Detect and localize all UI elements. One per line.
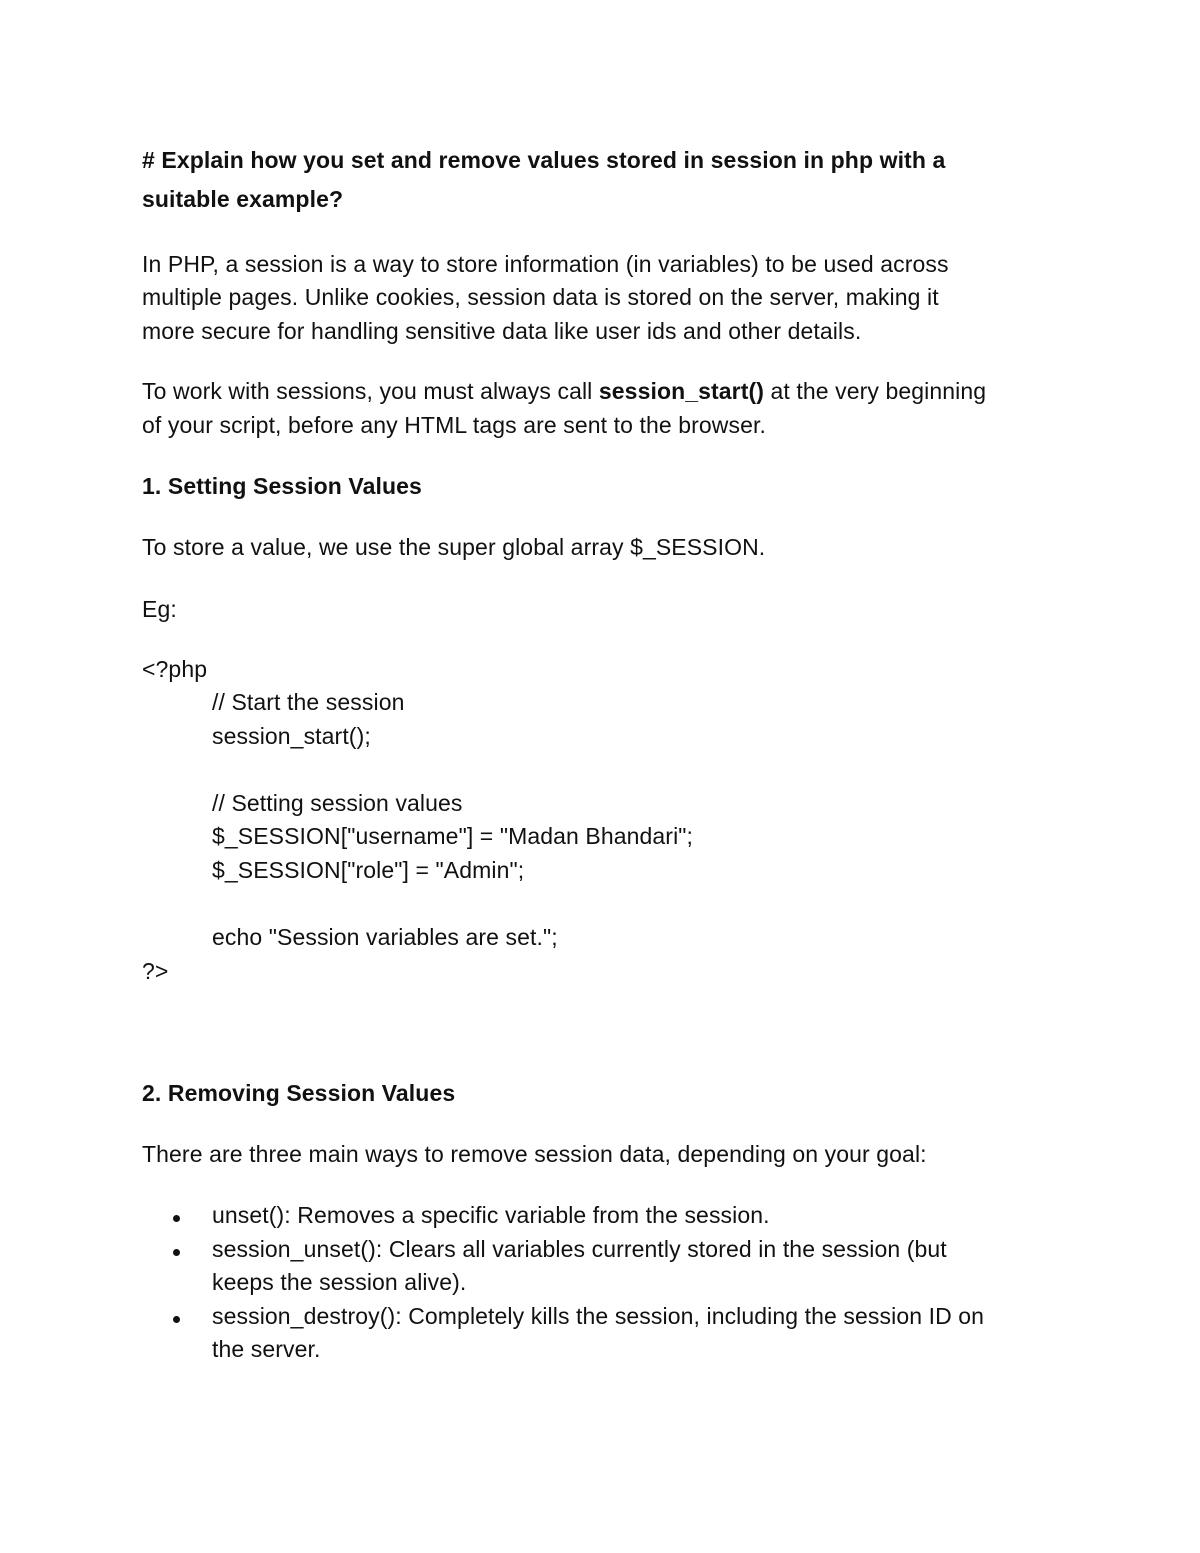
question-title-line-2: suitable example? — [142, 186, 344, 212]
bullet-dot-icon — [173, 1316, 180, 1323]
bullet-unset: unset(): Removes a specific variable from the session. — [212, 1202, 770, 1228]
code-echo: echo "Session variables are set."; — [212, 924, 558, 950]
intro-line-1: In PHP, a session is a way to store information (in variables) to be used across — [142, 251, 949, 277]
section-2-text: There are three main ways to remove session data, depending on your goal: — [142, 1141, 927, 1167]
bullet-session-destroy-line-1: session_destroy(): Completely kills the session, including the session ID on — [212, 1303, 985, 1329]
code-php-close: ?> — [142, 958, 169, 984]
session-start-note-line-1 — [142, 376, 986, 406]
code-comment-setting: // Setting session values — [212, 790, 463, 816]
question-title-line-1: # Explain how you set and remove values stored in session in php with a — [142, 147, 946, 173]
bullet-session-destroy-line-2: the server. — [212, 1336, 321, 1362]
bullet-session-unset-line-1: session_unset(): Clears all variables currently stored in the session (but — [212, 1236, 947, 1262]
bullet-dot-icon — [173, 1215, 180, 1222]
example-label: Eg: — [142, 596, 177, 622]
code-php-open: <?php — [142, 656, 208, 682]
intro-line-2: multiple pages. Unlike cookies, session data is stored on the server, making it — [142, 284, 939, 310]
note-text-before: To work with sessions, you must always call — [142, 378, 599, 404]
session-start-note-line-2: of your script, before any HTML tags are sent to the browser. — [142, 412, 766, 438]
note-text-after: at the very beginning — [764, 378, 987, 404]
code-comment-start: // Start the session — [212, 689, 405, 715]
section-1-text: To store a value, we use the super global array $_SESSION. — [142, 534, 766, 560]
code-session-start: session_start(); — [212, 723, 371, 749]
code-set-role: $_SESSION["role"] = "Admin"; — [212, 857, 525, 883]
intro-line-3: more secure for handling sensitive data like user ids and other details. — [142, 318, 862, 344]
bullet-dot-icon — [173, 1249, 180, 1256]
code-set-username: $_SESSION["username"] = "Madan Bhandari"; — [212, 823, 694, 849]
bullet-session-unset-line-2: keeps the session alive). — [212, 1269, 467, 1295]
section-1-heading: 1. Setting Session Values — [142, 473, 422, 499]
section-2-heading: 2. Removing Session Values — [142, 1080, 456, 1106]
session-start-keyword: session_start() — [598, 378, 765, 404]
